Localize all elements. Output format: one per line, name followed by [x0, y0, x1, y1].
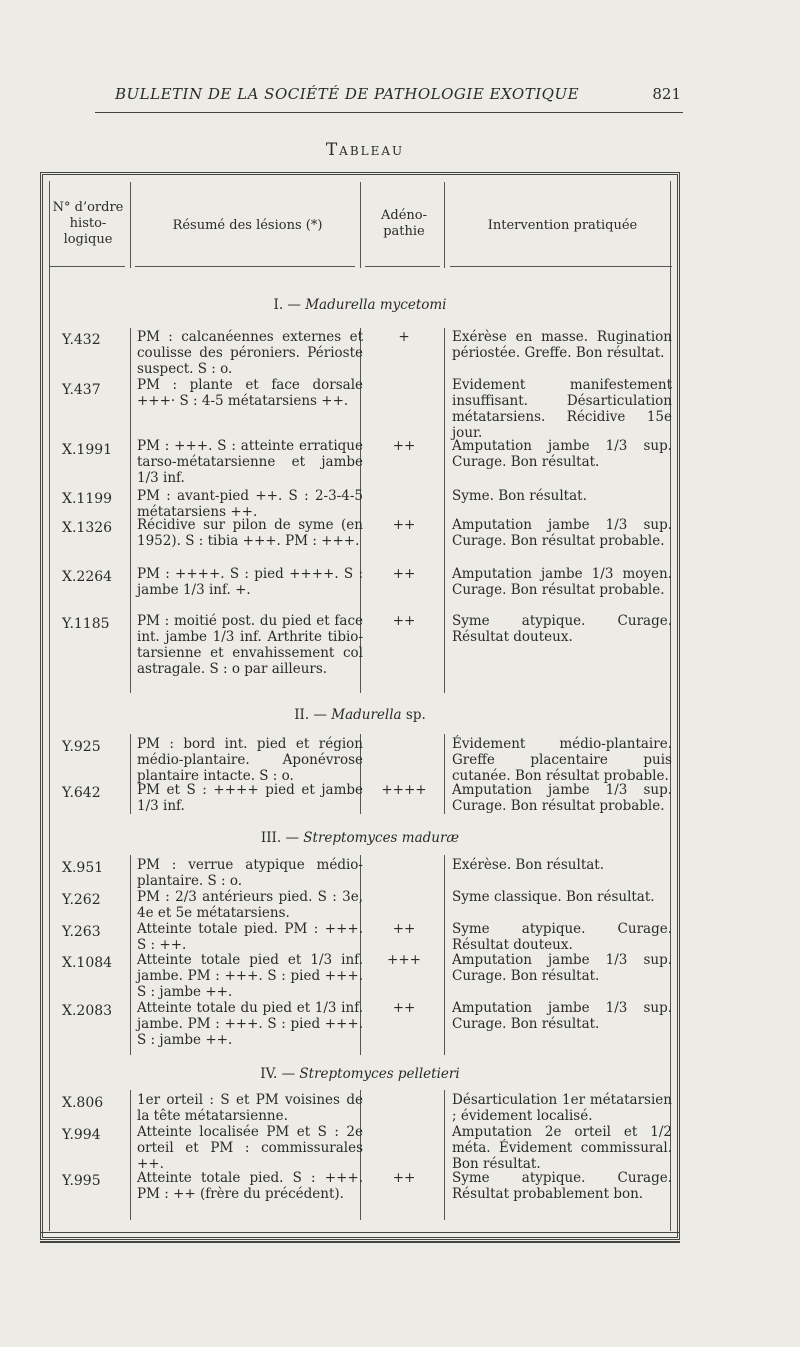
adenopathy-value: ++ — [392, 613, 416, 629]
specimen-code: Y.437 — [62, 382, 101, 398]
running-header — [95, 85, 685, 107]
intervention-text: Amputation jambe 1/3 sup. Curage. Bon résultat. — [452, 1000, 672, 1032]
specimen-code: X.806 — [62, 1095, 104, 1111]
section-number: III. — — [260, 830, 304, 846]
specimen-code: Y.262 — [62, 892, 101, 908]
adenopathy-value: ++ — [392, 438, 416, 454]
lesion-summary: PM : plante et face dorsale +++· S : 4-5 métatarsiens ++. — [137, 377, 363, 409]
adenopathy-value: + — [398, 329, 410, 345]
intervention-text: Amputation jambe 1/3 sup. Curage. Bon résultat. — [452, 952, 672, 984]
column-header-lesions: Résumé des lésions (*) — [172, 218, 323, 233]
header-under-rule — [450, 266, 672, 267]
adenopathy-value: ++ — [392, 1000, 416, 1016]
section-number: IV. — — [260, 1066, 300, 1082]
lesion-summary: PM : verrue atypique médio-plantaire. S : o. — [137, 857, 363, 889]
intervention-text: Amputation jambe 1/3 sup. Curage. Bon résultat. — [452, 438, 672, 470]
specimen-code: Y.994 — [62, 1127, 101, 1143]
column-header-adenopathy: Adéno-pathie — [381, 208, 427, 239]
header-col-rule — [360, 182, 361, 268]
intervention-text: Amputation jambe 1/3 sup. Curage. Bon résultat probable. — [452, 517, 672, 549]
table-title: Tableau — [325, 140, 405, 160]
section-title — [40, 707, 680, 723]
lesion-summary: PM et S : ++++ pied et jambe 1/3 inf. — [137, 782, 363, 814]
specimen-code: Y.1185 — [62, 616, 110, 632]
specimen-code: Y.642 — [62, 785, 101, 801]
lesion-summary: Atteinte totale du pied et 1/3 inf. jambe. PM : +++. S : pied +++. S : jambe ++. — [137, 1000, 363, 1048]
organism-name: Madurella — [331, 707, 402, 723]
specimen-code: X.2083 — [62, 1003, 113, 1019]
lesion-summary: PM : +++. S : atteinte erratique tarso-métatarsienne et jambe 1/3 inf. — [137, 438, 363, 486]
body-col-rule — [444, 855, 445, 1055]
lesion-summary: PM : 2/3 antérieurs pied. S : 3e, 4e et 5e métatarsiens. — [137, 889, 363, 921]
section-title — [40, 830, 680, 846]
intervention-text: Syme atypique. Curage. Résultat douteux. — [452, 613, 672, 645]
header-under-rule — [50, 266, 125, 267]
header-rule — [95, 112, 683, 113]
lesion-summary: PM : calcanéennes externes et coulisse des péroniers. Périoste suspect. S : o. — [137, 329, 363, 377]
organism-suffix: sp. — [401, 707, 426, 723]
intervention-text: Exérèse. Bon résultat. — [452, 857, 605, 873]
intervention-text: Désarticulation 1er métatarsien ; évidement localisé. — [452, 1092, 672, 1124]
header-under-rule — [365, 266, 440, 267]
section-title — [40, 297, 680, 313]
intervention-text: Evidement manifestement insuffisant. Désarticulation métatarsiens. Récidive 15e jour. — [452, 377, 672, 441]
intervention-text: Évidement médio-plantaire. Greffe placentaire puis cutanée. Bon résultat probable. — [452, 736, 672, 784]
lesion-summary: PM : bord int. pied et région médio-plantaire. Aponévrose plantaire intacte. S : o. — [137, 736, 363, 784]
specimen-code: Y.432 — [62, 332, 101, 348]
intervention-text: Amputation jambe 1/3 sup. Curage. Bon résultat probable. — [452, 782, 672, 814]
lesion-summary: PM : avant-pied ++. S : 2-3-4-5 métatarsiens ++. — [137, 488, 363, 520]
body-col-rule — [444, 328, 445, 693]
journal-title: BULLETIN DE LA SOCIÉTÉ DE PATHOLOGIE EXOTIQUE — [115, 85, 580, 103]
intervention-text: Syme. Bon résultat. — [452, 488, 587, 504]
column-header-intervention: Intervention pratiquée — [487, 218, 638, 233]
intervention-text: Syme atypique. Curage. Résultat douteux. — [452, 921, 672, 953]
organism-name: Streptomyces maduræ — [303, 830, 460, 846]
intervention-text: Amputation 2e orteil et 1/2 méta. Évidement commissural. Bon résultat. — [452, 1124, 672, 1172]
adenopathy-value: ++ — [392, 517, 416, 533]
adenopathy-value: ++ — [392, 921, 416, 937]
specimen-code: Y.925 — [62, 739, 101, 755]
lesion-summary: Atteinte totale pied. S : +++. PM : ++ (frère du précédent). — [137, 1170, 363, 1202]
column-header-order: N° d’ordre histo-logique — [52, 200, 124, 247]
lesion-summary: PM : ++++. S : pied ++++. S : jambe 1/3 inf. +. — [137, 566, 363, 598]
specimen-code: X.1199 — [62, 491, 113, 507]
lesion-summary: 1er orteil : S et PM voisines de la tête métatarsienne. — [137, 1092, 363, 1124]
specimen-code: X.951 — [62, 860, 104, 876]
lesion-summary: Atteinte totale pied et 1/3 inf. jambe. PM : +++. S : pied +++. S : jambe ++. — [137, 952, 363, 1000]
specimen-code: X.1991 — [62, 442, 113, 458]
section-number: II. — — [294, 707, 332, 723]
section-title — [40, 1066, 680, 1082]
header-col-rule — [130, 182, 131, 268]
body-col-rule — [444, 734, 445, 814]
intervention-text: Amputation jambe 1/3 moyen. Curage. Bon résultat probable. — [452, 566, 672, 598]
body-col-rule — [444, 1090, 445, 1220]
organism-name: Streptomyces pelletieri — [299, 1066, 460, 1082]
adenopathy-value: +++ — [387, 952, 421, 968]
intervention-text: Syme classique. Bon résultat. — [452, 889, 655, 905]
lesion-summary: Atteinte localisée PM et S : 2e orteil et PM : commissurales ++. — [137, 1124, 363, 1172]
header-col-rule — [444, 182, 445, 268]
page-number: 821 — [652, 85, 681, 103]
organism-name: Madurella mycetomi — [305, 297, 447, 313]
specimen-code: X.1326 — [62, 520, 113, 536]
adenopathy-value: ++ — [392, 566, 416, 582]
specimen-code: Y.995 — [62, 1173, 101, 1189]
lesion-summary: Atteinte totale pied. PM : +++. S : ++. — [137, 921, 363, 953]
section-number: I. — — [273, 297, 306, 313]
specimen-code: X.2264 — [62, 569, 113, 585]
adenopathy-value: ++ — [392, 1170, 416, 1186]
specimen-code: X.1084 — [62, 955, 113, 971]
lesion-summary: PM : moitié post. du pied et face int. jambe 1/3 inf. Arthrite tibio-tarsienne et envahissement col astragale. S : o par ailleurs. — [137, 613, 363, 677]
intervention-text: Syme atypique. Curage. Résultat probablement bon. — [452, 1170, 672, 1202]
intervention-text: Exérèse en masse. Rugination périostée. Greffe. Bon résultat. — [452, 329, 672, 361]
header-under-rule — [135, 266, 355, 267]
lesion-summary: Récidive sur pilon de syme (en 1952). S : tibia +++. PM : +++. — [137, 517, 363, 549]
specimen-code: Y.263 — [62, 924, 101, 940]
table-bottom-rule — [40, 1232, 680, 1243]
adenopathy-value: ++++ — [381, 782, 427, 798]
